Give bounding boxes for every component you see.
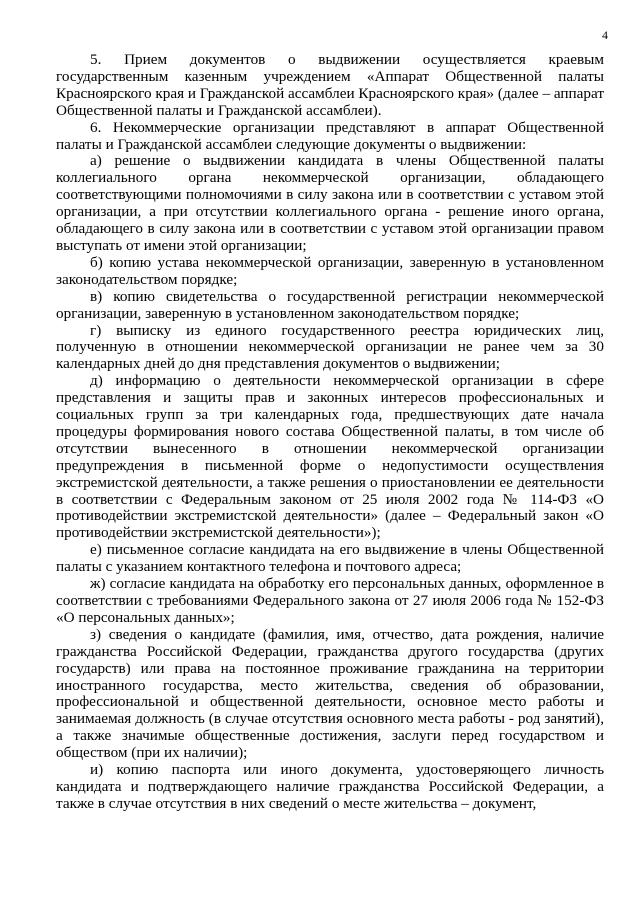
subitem-i: и) копию паспорта или иного документа, удостоверяющего личность кандидата и подтверждающего наличие гражданства Российской Федерации, а также в случае отсутствия в них сведений о месте жительства – документ,	[56, 761, 604, 812]
subitem-z: з) сведения о кандидате (фамилия, имя, отчество, дата рождения, наличие гражданства Российской Федерации, гражданства другого государства (других государств) или права на постоянное проживание гражданина на территории иностранного государства, место жительства, сведения об образовании, профессиональной и общественной деятельности, основное место работы и занимаемая должность (в случае отсутствия основного места работы - род занятий), а также значимые общественные достижения, заслуги перед государством и обществом (при их наличии);	[56, 625, 604, 762]
subitem-e: е) письменное согласие кандидата на его выдвижение в члены Общественной палаты с указанием контактного телефона и почтового адреса;	[56, 541, 604, 576]
subitem-zh: ж) согласие кандидата на обработку его персональных данных, оформленное в соответствии с требованиями Федерального закона от 27 июля 2006 года № 152-ФЗ «О персональных данных»;	[56, 575, 604, 626]
paragraph-item-6: 6. Некоммерческие организации представляют в аппарат Общественной палаты и Гражданской ассамблеи следующие документы о выдвижении:	[56, 118, 604, 153]
page-number: 4	[602, 28, 608, 42]
subitem-g: г) выписку из единого государственного реестра юридических лиц, полученную в отношении некоммерческой организации не ранее чем за 30 календарных дней до дня представления документов о выдвижении;	[56, 321, 604, 373]
subitem-b: б) копию устава некоммерческой организации, заверенную в установленном законодательством порядке;	[56, 253, 604, 288]
subitem-v: в) копию свидетельства о государственной регистрации некоммерческой организации, заверенную в установленном законодательством порядке;	[56, 287, 604, 322]
subitem-a: а) решение о выдвижении кандидата в члены Общественной палаты коллегиального органа некоммерческой организации, обладающего соответствующими полномочиями в силу закона или в соответствии с уставом этой организации, а при отсутствии коллегиального органа - решение иного органа, обладающего в силу закона или в соответствии с уставом этой организации правом выступать от имени этой организации;	[56, 152, 604, 254]
paragraph-item-5: 5. Прием документов о выдвижении осуществляется краевым государственным казенным учреждением «Аппарат Общественной палаты Красноярского края и Гражданской ассамблеи Красноярского края» (далее – аппарат Общественной палаты и Гражданской ассамблеи).	[56, 51, 604, 119]
subitem-d: д) информацию о деятельности некоммерческой организации в сфере представления и защиты прав и законных интересов профессиональных и социальных групп за три календарных года, предшествующих дате начала процедуры формирования нового состава Общественной палаты, в том числе об отсутствии вынесенного в отношении некоммерческой организации предупреждения в письменной форме о недопустимости осуществления экстремистской деятельности, а также решения о приостановлении ее деятельности в соответствии с Федеральным законом от 25 июля 2002 года № 114-ФЗ «О противодействии экстремистской деятельности» (далее – Федеральный закон «О противодействии экстремистской деятельности»);	[56, 372, 604, 542]
document-body	[56, 52, 604, 813]
